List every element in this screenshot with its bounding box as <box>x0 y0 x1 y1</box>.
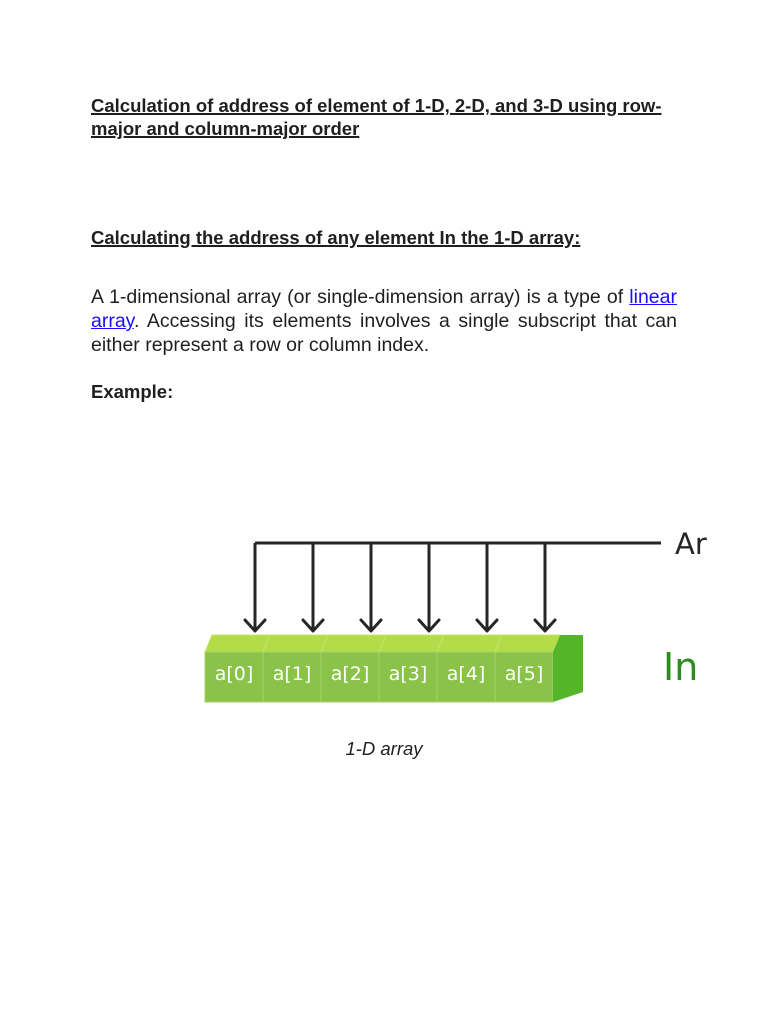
array-diagram-svg <box>195 520 708 715</box>
array-cell-top <box>263 635 328 652</box>
array-side-face <box>553 635 583 702</box>
page-title: Calculation of address of element of 1-D, 2-D, and 3-D using row-major and column-major order <box>91 95 662 139</box>
example-label: Example: <box>91 381 174 402</box>
figure-caption: 1-D array <box>345 738 423 759</box>
section-heading: Calculating the address of any element In the 1-D array: <box>91 227 581 248</box>
paragraph-text-start: A 1-dimensional array (or single-dimension array) is a type of <box>91 286 630 308</box>
array-cell-label: a[5] <box>504 663 544 685</box>
array-diagram <box>195 520 708 715</box>
array-cell-label: a[4] <box>446 663 486 685</box>
array-label-partial: Ar <box>675 527 707 561</box>
array-cell-label: a[2] <box>330 663 370 685</box>
index-label-partial: In <box>663 645 699 689</box>
array-cell-top <box>379 635 444 652</box>
array-cell-top <box>495 635 560 652</box>
array-cell-top <box>321 635 386 652</box>
array-cell-top <box>205 635 270 652</box>
linear-array-link[interactable]: linear array <box>91 286 677 332</box>
array-cell-top <box>437 635 502 652</box>
intro-paragraph <box>91 285 677 357</box>
paragraph-text-end: . Accessing its elements involves a single subscript that can either represent a row or column index. <box>91 310 677 356</box>
array-cell-label: a[0] <box>214 663 254 685</box>
array-cell-label: a[3] <box>388 663 428 685</box>
array-cell-label: a[1] <box>272 663 312 685</box>
